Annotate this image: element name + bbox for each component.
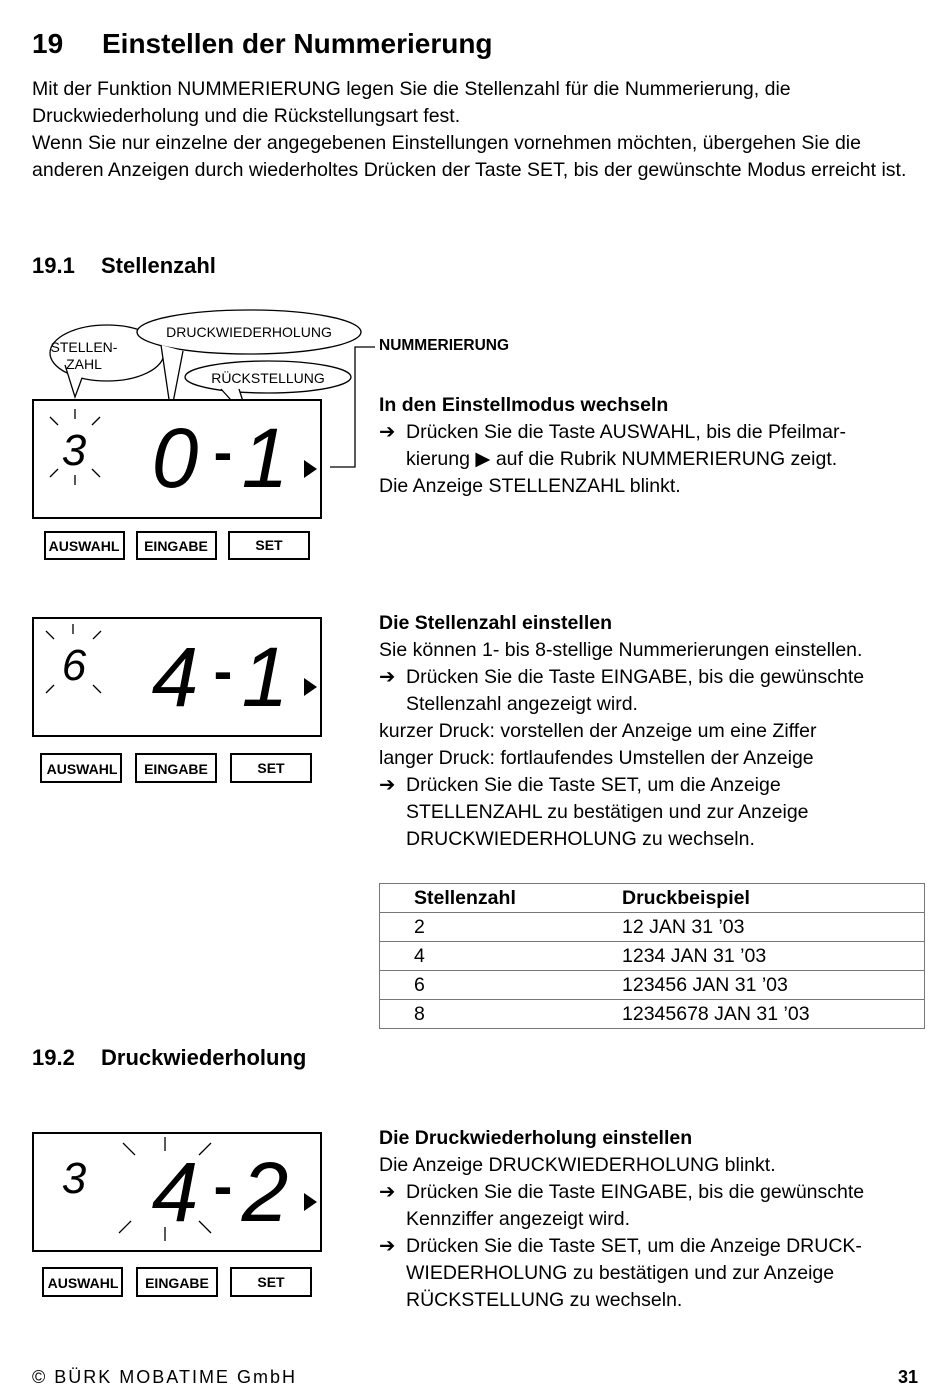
info-line: kurzer Druck: vorstellen der Anzeige um eine Ziffer <box>379 720 817 742</box>
display-diagram-2 <box>25 610 335 790</box>
display-diagram-3 <box>25 1125 335 1305</box>
section-title: Druckwiederholung <box>101 1045 307 1070</box>
instruction-text: Drücken Sie die Taste AUSWAHL, bis die Pfeilmar- <box>406 421 847 443</box>
callout-text: STELLEN- <box>50 339 118 355</box>
intro-paragraph: Mit der Funktion NUMMERIERUNG legen Sie die Stellenzahl für die Nummerierung, die Druckwiederholung und die Rückstellungsart fest. <box>32 78 791 127</box>
intro-paragraph: Wenn Sie nur einzelne der angegebenen Einstellungen vornehmen möchten, übergehen Sie die anderen Anzeigen durch wiederholtes Drücken der Taste SET, bis der gewünschte Modus erreicht ist. <box>32 132 907 181</box>
table-cell: 12 JAN 31 ’03 <box>588 913 925 942</box>
button-label: AUSWAHL <box>47 1275 119 1291</box>
section-number: 19.2 <box>32 1045 75 1070</box>
nummerierung-label: NUMMERIERUNG <box>379 337 510 354</box>
button-label: EINGABE <box>145 1275 209 1291</box>
table-row <box>380 1000 925 1029</box>
info-line: langer Druck: fortlaufendes Umstellen der Anzeige <box>379 747 814 769</box>
callout-text: RÜCKSTELLUNG <box>211 370 325 386</box>
table-row <box>380 971 925 1000</box>
button-label: SET <box>255 537 283 553</box>
lcd-dash: - <box>213 639 233 702</box>
table-cell: 12345678 JAN 31 ’03 <box>588 1000 925 1029</box>
arrow-right-icon: ➔ <box>379 1181 396 1203</box>
step-druckwiederholung <box>379 1125 929 1314</box>
arrow-right-icon: ➔ <box>379 421 396 443</box>
set-button[interactable] <box>231 754 311 782</box>
footer-copyright: © BÜRK MOBATIME GmbH <box>32 1367 297 1387</box>
lcd-digit: 1 <box>241 630 289 724</box>
chapter-title-text: Einstellen der Nummerierung <box>102 28 493 59</box>
callout-text: DRUCKWIEDERHOLUNG <box>166 324 332 340</box>
set-button[interactable] <box>229 532 309 559</box>
info-line: Sie können 1- bis 8-stellige Nummerierungen einstellen. <box>379 639 863 661</box>
step-heading: Die Druckwiederholung einstellen <box>379 1127 693 1149</box>
table-header: Druckbeispiel <box>588 884 925 913</box>
table-cell: 6 <box>380 971 589 1000</box>
table-row <box>380 942 925 971</box>
status-line: Die Anzeige STELLENZAHL blinkt. <box>379 475 681 497</box>
intro-text <box>32 76 922 184</box>
callout-text: ZAHL <box>66 356 102 372</box>
table-row <box>380 913 925 942</box>
instruction-text: WIEDERHOLUNG zu bestätigen und zur Anzeige <box>406 1262 835 1284</box>
instruction-text: Drücken Sie die Taste SET, um die Anzeige <box>406 774 781 796</box>
lcd-digit: 0 <box>151 411 199 505</box>
instruction-text: Kennziffer angezeigt wird. <box>406 1208 631 1230</box>
eingabe-button[interactable] <box>137 1268 217 1296</box>
lcd-digit: 2 <box>241 1145 289 1239</box>
instruction-item <box>379 419 929 473</box>
instruction-text: DRUCKWIEDERHOLUNG zu wechseln. <box>406 828 755 850</box>
instruction-text: STELLENZAHL zu bestätigen und zur Anzeige <box>406 801 809 823</box>
lcd-digit-small: 3 <box>61 426 87 475</box>
nummerierung-label-block <box>379 332 929 359</box>
instruction-item <box>379 772 929 853</box>
auswahl-button[interactable] <box>45 532 124 559</box>
set-button[interactable] <box>231 1268 311 1296</box>
page-number: 31 <box>897 1367 918 1387</box>
auswahl-button[interactable] <box>43 1268 122 1296</box>
instruction-item <box>379 1233 929 1314</box>
lcd-digit: 4 <box>151 1145 199 1239</box>
button-label: AUSWAHL <box>48 538 120 554</box>
step-heading: Die Stellenzahl einstellen <box>379 612 612 634</box>
step-einstellmodus <box>379 392 929 500</box>
lcd-digit: 4 <box>151 630 199 724</box>
instruction-text: Drücken Sie die Taste EINGABE, bis die gewünschte <box>406 666 865 688</box>
auswahl-button[interactable] <box>41 754 121 782</box>
eingabe-button[interactable] <box>137 532 216 559</box>
instruction-text-line <box>406 446 929 473</box>
arrow-right-icon: ➔ <box>379 1235 396 1257</box>
instruction-text: Stellenzahl angezeigt wird. <box>406 693 638 715</box>
lcd-dash: - <box>213 420 233 483</box>
lcd-digit-small: 3 <box>61 1154 87 1203</box>
table-cell: 1234 JAN 31 ’03 <box>588 942 925 971</box>
instruction-item <box>379 1179 929 1233</box>
instruction-text: auf die Rubrik NUMMERIERUNG zeigt. <box>495 448 838 470</box>
triangle-right-icon: ▶ <box>475 448 491 470</box>
instruction-text: Drücken Sie die Taste SET, um die Anzeige DRUCK- <box>406 1235 862 1257</box>
status-line: Die Anzeige DRUCKWIEDERHOLUNG blinkt. <box>379 1154 776 1176</box>
stellenzahl-table <box>379 883 925 1029</box>
section-heading-druckwiederholung <box>32 1045 306 1071</box>
section-number: 19.1 <box>32 253 75 278</box>
table-cell: 2 <box>380 913 589 942</box>
table-cell: 8 <box>380 1000 589 1029</box>
arrow-right-icon: ➔ <box>379 666 396 688</box>
instruction-text: kierung <box>406 448 470 470</box>
table-header: Stellenzahl <box>380 884 589 913</box>
table-cell: 4 <box>380 942 589 971</box>
instruction-text: Drücken Sie die Taste EINGABE, bis die gewünschte <box>406 1181 865 1203</box>
chapter-title <box>32 28 493 60</box>
button-label: EINGABE <box>144 761 208 777</box>
table-header-row <box>380 884 925 913</box>
arrow-right-icon: ➔ <box>379 774 396 796</box>
button-label: AUSWAHL <box>46 761 118 777</box>
instruction-item <box>379 664 929 718</box>
instruction-text: RÜCKSTELLUNG zu wechseln. <box>406 1289 683 1311</box>
lcd-digit-small: 6 <box>61 641 87 690</box>
eingabe-button[interactable] <box>136 754 216 782</box>
section-heading-stellenzahl <box>32 253 216 279</box>
lcd-digit: 1 <box>241 411 289 505</box>
chapter-number: 19 <box>32 28 64 59</box>
button-label: EINGABE <box>144 538 208 554</box>
button-label: SET <box>257 1274 285 1290</box>
lcd-dash: - <box>213 1154 233 1217</box>
button-label: SET <box>257 760 285 776</box>
connector-line <box>330 347 375 467</box>
section-title: Stellenzahl <box>101 253 216 278</box>
step-stellenzahl <box>379 610 929 853</box>
step-heading: In den Einstellmodus wechseln <box>379 394 669 416</box>
table-cell: 123456 JAN 31 ’03 <box>588 971 925 1000</box>
